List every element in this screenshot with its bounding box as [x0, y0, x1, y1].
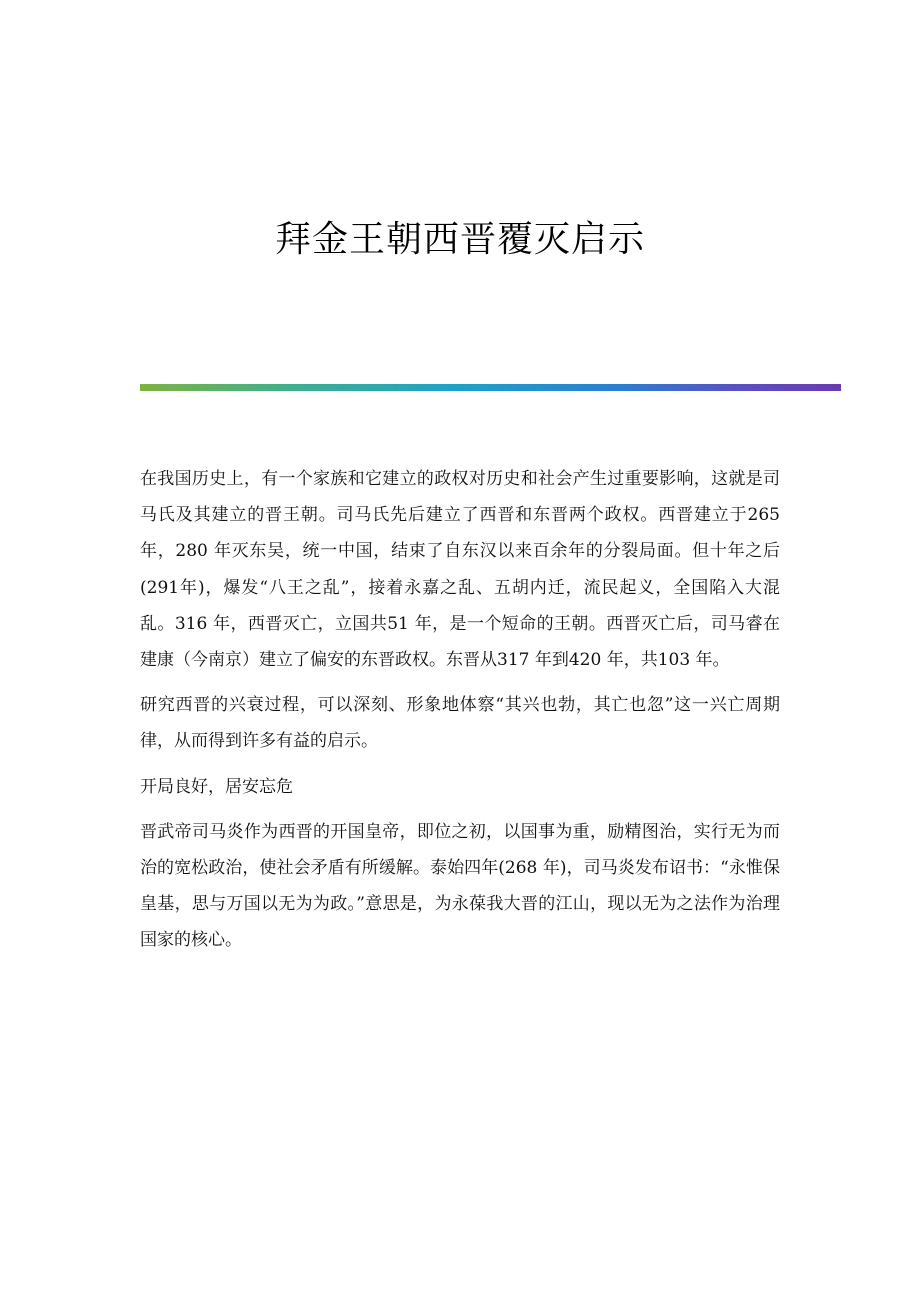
document-title: 拜金王朝西晋覆灭启示 — [274, 219, 645, 260]
body-paragraph-1: 在我国历史上，有一个家族和它建立的政权对历史和社会产生过重要影响，这就是司马氏及其建立的晋王朝。司马氏先后建立了西晋和东晋两个政权。西晋建立于265 年，280 年灭东吴，统一中国，结束了自东汉以来百余年的分裂局面。但十年之后(291年)，爆发“八王之乱”，接着永嘉之乱、五胡内迁，流民起义，全国陷入大混乱。316 年，西晋灭亡，立国共51 年，是一个短命的王朝。西晋灭亡后，司马睿在建康（今南京）建立了偏安的东晋政权。东晋从317 年到420 年，共103 年。 — [140, 469, 780, 671]
document-body — [140, 461, 780, 968]
title-divider — [140, 384, 841, 391]
section-heading: 开局良好，居安忘危 — [140, 776, 293, 797]
body-paragraph-2: 研究西晋的兴衰过程，可以深刻、形象地体察“其兴也勃，其亡也忽”这一兴亡周期律，从而得到许多有益的启示。 — [140, 695, 780, 752]
section-paragraph-1: 晋武帝司马炎作为西晋的开国皇帝，即位之初，以国事为重，励精图治，实行无为而治的宽松政治，使社会矛盾有所缓解。泰始四年(268 年)，司马炎发布诏书：“永惟保皇基，思与万国以无为为政。”意思是，为永葆我大晋的江山，现以无为之法作为治理国家的核心。 — [140, 821, 780, 951]
